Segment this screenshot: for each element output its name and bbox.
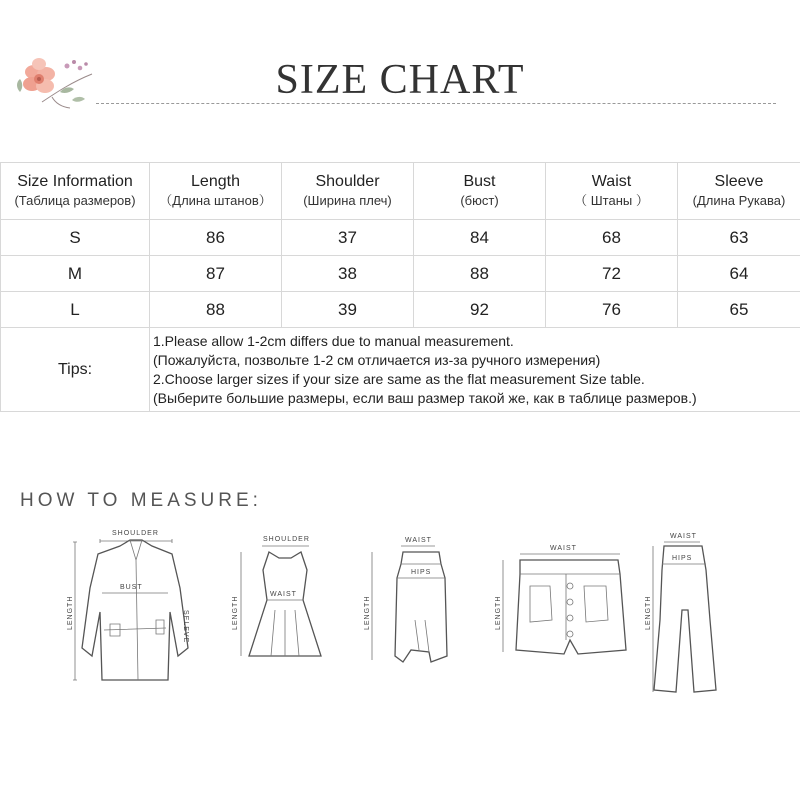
length-cell: 87 bbox=[150, 256, 282, 292]
length-cell: 88 bbox=[150, 292, 282, 328]
column-header bbox=[678, 163, 800, 220]
column-header-sublabel: (Длина Рукава) bbox=[692, 193, 786, 208]
shoulder-label: SHOULDER bbox=[263, 536, 310, 543]
column-header-label: Bust bbox=[463, 173, 496, 190]
waist-label: WAIST bbox=[670, 533, 697, 540]
column-header-label: Shoulder bbox=[315, 173, 380, 190]
table-row bbox=[1, 292, 800, 328]
dress-diagram bbox=[225, 530, 325, 700]
shoulder-label: SHOULDER bbox=[112, 530, 159, 537]
column-header bbox=[150, 163, 282, 220]
column-header bbox=[1, 163, 150, 220]
hips-label: HIPS bbox=[411, 569, 432, 576]
sleeve-label: SELEVE bbox=[182, 610, 189, 644]
tip-line: (Выберите большие размеры, если ваш размер такой же, как в таблице размеров.) bbox=[153, 389, 697, 406]
tip-line: (Пожалуйста, позвольте 1-2 см отличается из-за ручного измерения) bbox=[153, 351, 601, 368]
tips-row bbox=[1, 328, 800, 412]
length-cell: 86 bbox=[150, 220, 282, 256]
length-label: LENGTH bbox=[232, 595, 239, 630]
bust-label: BUST bbox=[120, 584, 143, 591]
shoulder-cell: 38 bbox=[282, 256, 414, 292]
length-label: LENGTH bbox=[495, 595, 502, 630]
how-to-measure-title: HOW TO MEASURE: bbox=[20, 490, 262, 511]
column-header-label: Length bbox=[191, 173, 240, 190]
table-row bbox=[1, 220, 800, 256]
column-header-label: Waist bbox=[591, 173, 632, 190]
waist-label: WAIST bbox=[270, 591, 297, 598]
size-cell: S bbox=[1, 220, 150, 256]
column-header-label: Size Information bbox=[17, 173, 133, 190]
column-header-sublabel: （ Штаны ） bbox=[574, 193, 649, 208]
sleeve-cell: 63 bbox=[678, 220, 800, 256]
column-header-sublabel: (Таблица размеров) bbox=[14, 193, 136, 208]
shoulder-cell: 37 bbox=[282, 220, 414, 256]
size-table bbox=[0, 162, 800, 412]
waist-cell: 76 bbox=[546, 292, 678, 328]
waist-cell: 68 bbox=[546, 220, 678, 256]
table-row bbox=[1, 256, 800, 292]
column-header bbox=[546, 163, 678, 220]
sleeve-cell: 65 bbox=[678, 292, 800, 328]
column-header bbox=[282, 163, 414, 220]
table-header-row bbox=[1, 163, 800, 220]
bust-cell: 88 bbox=[414, 256, 546, 292]
hips-label: HIPS bbox=[672, 555, 693, 562]
size-cell: M bbox=[1, 256, 150, 292]
size-cell: L bbox=[1, 292, 150, 328]
bust-cell: 92 bbox=[414, 292, 546, 328]
jacket-diagram bbox=[60, 520, 210, 720]
length-label: LENGTH bbox=[67, 595, 74, 630]
column-header-sublabel: (Ширина плеч) bbox=[303, 193, 392, 208]
bust-cell: 84 bbox=[414, 220, 546, 256]
page-title: SIZE CHART bbox=[275, 57, 525, 103]
tip-line: 1.Please allow 1-2cm differs due to manual measurement. bbox=[153, 332, 514, 349]
measurement-diagrams bbox=[0, 520, 800, 720]
waist-cell: 72 bbox=[546, 256, 678, 292]
waist-label: WAIST bbox=[405, 537, 432, 544]
header bbox=[0, 0, 800, 120]
column-header-sublabel: (бюст) bbox=[460, 193, 499, 208]
skirt-diagram bbox=[355, 530, 455, 700]
sleeve-cell: 64 bbox=[678, 256, 800, 292]
waist-label: WAIST bbox=[550, 545, 577, 552]
title-divider bbox=[96, 103, 776, 104]
tips-label: Tips: bbox=[1, 328, 150, 412]
shorts-diagram bbox=[490, 530, 640, 700]
column-header-sublabel: （Длина штанов） bbox=[159, 193, 272, 208]
length-label: LENGTH bbox=[364, 595, 371, 630]
column-header bbox=[414, 163, 546, 220]
column-header-label: Sleeve bbox=[714, 173, 764, 190]
tip-line: 2.Choose larger sizes if your size are same as the flat measurement Size table. bbox=[153, 370, 645, 387]
length-label: LENGTH bbox=[645, 595, 652, 630]
pants-diagram bbox=[640, 530, 730, 720]
tips-text bbox=[150, 328, 800, 412]
shoulder-cell: 39 bbox=[282, 292, 414, 328]
